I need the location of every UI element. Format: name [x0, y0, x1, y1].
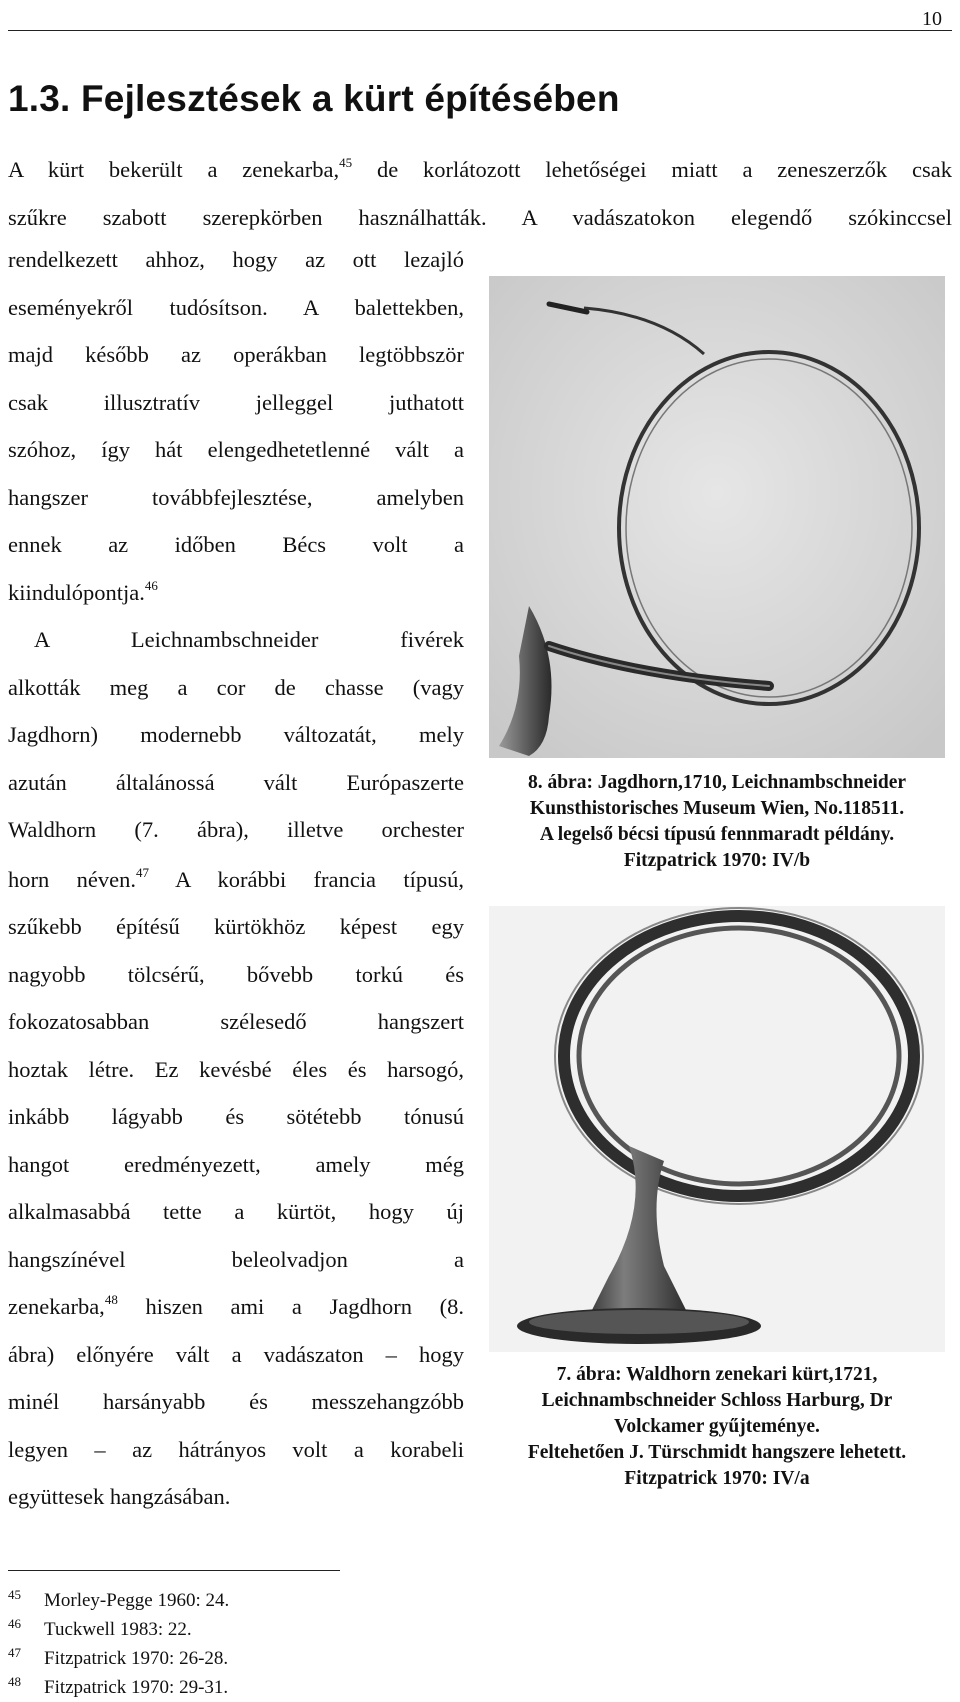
- text-line: ennek az időben Bécs volt a: [8, 532, 464, 557]
- waldhorn-illustration: [489, 906, 945, 1352]
- text-line: hangszínével beleolvadjon a: [8, 1246, 464, 1272]
- text-line: alkalmasabbá tette a kürtöt, hogy új: [8, 1199, 464, 1224]
- footnote-47: 47 Fitzpatrick 1970: 26-28.: [8, 1645, 229, 1669]
- footnote-separator: [8, 1570, 340, 1571]
- text-line: A kürt bekerült a zenekarba,$^{45}$ de korlátozott lehetőségei miatt a zeneszerzők csak: [8, 155, 952, 182]
- jagdhorn-photo: [489, 276, 945, 758]
- footnote-ref-45[interactable]: 45: [339, 155, 353, 170]
- intro-paragraph: [8, 146, 952, 241]
- text-line: csak illusztratív jelleggel juthatott: [8, 389, 464, 415]
- text-line: legyen – az hátrányos volt a korabeli: [8, 1436, 464, 1462]
- text-line: együttesek hangzásában.: [8, 1484, 231, 1509]
- text-line: majd később az operákban legtöbbször: [8, 342, 464, 367]
- text-line: zenekarba,$^{48}$ hiszen ami a Jagdhorn (8.: [8, 1292, 464, 1319]
- page-number: 10: [922, 8, 942, 30]
- footnote-48: 48 Fitzpatrick 1970: 29-31.: [8, 1674, 229, 1698]
- text-line: hangszer továbbfejlesztése, amelyben: [8, 484, 464, 510]
- footnote-46: 46 Tuckwell 1983: 22.: [8, 1616, 192, 1640]
- text-line: ábra) előnyére vált a vadászaton – hogy: [8, 1341, 464, 1367]
- text-line: hangot eredményezett, amely még: [8, 1151, 464, 1177]
- waldhorn-photo: [489, 906, 945, 1352]
- text-line: szűkebb építésű kürtökhöz képest egy: [8, 914, 464, 939]
- text-line: nagyobb tölcsérű, bővebb torkú és: [8, 961, 464, 987]
- figure-8-caption: 8. ábra: Jagdhorn,1710, Leichnambschneider Kunsthistorisches Museum Wien, No.118511. A legelső bécsi típusú fennmaradt példány. Fitzpatrick 1970: IV/b: [527, 772, 907, 871]
- text-line: szóhoz, így hát elengedhetetlenné vált a: [8, 437, 464, 462]
- text-line: eseményekről tudósítson. A balettekben,: [8, 294, 464, 320]
- text-line: inkább lágyabb és sötétebb tónusú: [8, 1104, 464, 1129]
- footnote-ref-48[interactable]: 48: [104, 1292, 118, 1307]
- footnote-ref-46[interactable]: 46: [144, 577, 158, 593]
- text-line: Waldhorn (7. ábra), illetve orchester: [8, 817, 464, 842]
- text-line: alkották meg a cor de chasse (vagy: [8, 674, 464, 700]
- text-line: horn néven.$^{47}$ A korábbi francia típusú,: [8, 864, 465, 892]
- text-line: azután általánossá vált Európaszerte: [8, 769, 464, 795]
- figure-7-caption: 7. ábra: Waldhorn zenekari kürt,1721, Leichnambschneider Schloss Harburg, Dr Volckamer gyűjteménye. Feltehetően J. Türschmidt hangszere lehetett. Fitzpatrick 1970: IV/a: [527, 1364, 907, 1489]
- section-heading: 1.3. Fejlesztések a kürt építésében: [8, 78, 620, 119]
- jagdhorn-illustration: [489, 276, 945, 758]
- text-line: rendelkezett ahhoz, hogy az ott lezajló: [8, 247, 464, 272]
- footnote-45: 45 Morley-Pegge 1960: 24.: [8, 1587, 230, 1611]
- text-line: hoztak létre. Ez kevésbé éles és harsogó,: [8, 1056, 464, 1082]
- body-column: [8, 236, 464, 1521]
- text-line: szűkre szabott szerepkörben használhatták. A vadászatokon elegendő szókinccsel: [8, 204, 952, 230]
- footnotes: [8, 1586, 229, 1702]
- text-line: minél harsányabb és messzehangzóbb: [8, 1389, 464, 1414]
- text-line: kiindulópontja.$^{46}$: [8, 577, 158, 605]
- text-line: A Leichnambschneider fivérek: [34, 627, 464, 652]
- header-rule: [8, 30, 952, 31]
- text-line: fokozatosabban szélesedő hangszert: [8, 1009, 464, 1034]
- footnote-ref-47[interactable]: 47: [135, 864, 149, 880]
- text-line: Jagdhorn) modernebb változatát, mely: [8, 722, 464, 747]
